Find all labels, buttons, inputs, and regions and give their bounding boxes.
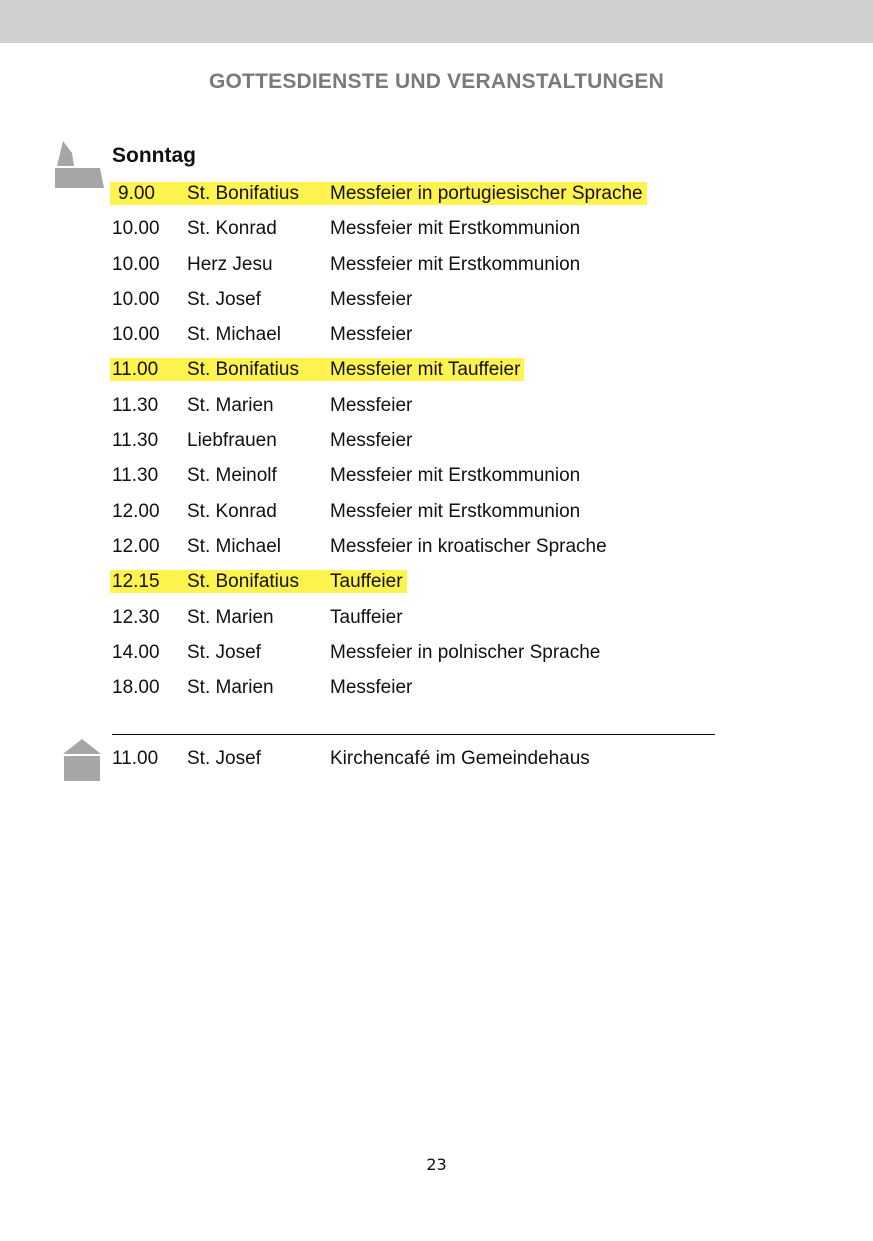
section-divider — [112, 734, 715, 735]
service-description: Messfeier — [330, 288, 413, 310]
service-description: Messfeier mit Tauffeier — [330, 359, 521, 381]
service-row — [112, 176, 732, 211]
service-description: Messfeier in portugiesischer Sprache — [330, 183, 643, 204]
service-description: Messfeier — [330, 430, 413, 452]
service-row — [112, 635, 732, 670]
service-church: St. Michael — [187, 324, 281, 346]
service-row — [112, 670, 732, 705]
service-time: 11.30 — [112, 430, 159, 452]
page-number: 23 — [426, 1155, 447, 1174]
service-time: 11.30 — [112, 465, 159, 487]
service-description: Messfeier in polnischer Sprache — [330, 641, 601, 663]
service-church: St. Marien — [187, 677, 274, 699]
event-row — [112, 741, 732, 776]
service-church: St. Michael — [187, 535, 281, 557]
service-description: Messfeier mit Erstkommunion — [330, 218, 581, 240]
service-church: Liebfrauen — [187, 430, 277, 452]
church-icon — [54, 141, 106, 189]
service-church: St. Josef — [187, 641, 261, 663]
service-description: Messfeier — [330, 394, 413, 416]
service-description: Tauffeier — [330, 571, 403, 593]
service-church: St. Marien — [187, 394, 274, 416]
service-row — [112, 282, 732, 317]
service-row — [112, 423, 732, 458]
service-row — [112, 458, 732, 493]
service-time: 10.00 — [112, 218, 160, 240]
service-row — [112, 388, 732, 423]
service-time: 12.30 — [112, 606, 160, 628]
service-row — [112, 317, 732, 352]
service-row — [112, 529, 732, 564]
event-description: Kirchencafé im Gemeindehaus — [330, 748, 590, 769]
service-church: St. Konrad — [187, 500, 277, 522]
service-time: 12.15 — [112, 571, 160, 593]
service-time: 12.00 — [112, 500, 160, 522]
page-title: GOTTESDIENSTE UND VERANSTALTUNGEN — [208, 70, 664, 93]
service-description: Messfeier mit Erstkommunion — [330, 253, 581, 275]
service-church: St. Meinolf — [187, 465, 277, 487]
service-church: St. Bonifatius — [187, 183, 299, 204]
service-description: Messfeier in kroatischer Sprache — [330, 535, 607, 557]
service-church: St. Konrad — [187, 218, 277, 240]
header-bar — [0, 0, 873, 43]
service-time: 18.00 — [112, 677, 160, 699]
service-time: 10.00 — [112, 288, 160, 310]
sunday-schedule — [112, 176, 732, 705]
service-row — [112, 564, 732, 599]
day-heading-sunday: Sonntag — [112, 144, 196, 167]
service-description: Messfeier mit Erstkommunion — [330, 465, 581, 487]
service-row — [112, 600, 732, 635]
service-church: St. Marien — [187, 606, 274, 628]
service-row — [112, 352, 732, 387]
service-time: 11.00 — [112, 359, 159, 381]
house-icon — [63, 739, 101, 781]
service-time: 11.30 — [112, 394, 159, 416]
service-church: St. Josef — [187, 288, 261, 310]
event-church: St. Josef — [187, 748, 261, 769]
event-time: 11.00 — [112, 748, 159, 769]
service-description: Messfeier — [330, 324, 413, 346]
service-church: St. Bonifatius — [187, 571, 299, 593]
service-row — [112, 247, 732, 282]
service-description: Messfeier — [330, 677, 413, 699]
service-time: 10.00 — [112, 324, 160, 346]
service-row — [112, 494, 732, 529]
service-church: St. Bonifatius — [187, 359, 299, 381]
service-time: 14.00 — [112, 641, 160, 663]
service-description: Messfeier mit Erstkommunion — [330, 500, 581, 522]
service-church: Herz Jesu — [187, 253, 273, 275]
service-time: 12.00 — [112, 535, 160, 557]
service-time: 10.00 — [112, 253, 160, 275]
service-row — [112, 211, 732, 246]
service-time: 9.00 — [118, 183, 155, 204]
service-description: Tauffeier — [330, 606, 403, 628]
